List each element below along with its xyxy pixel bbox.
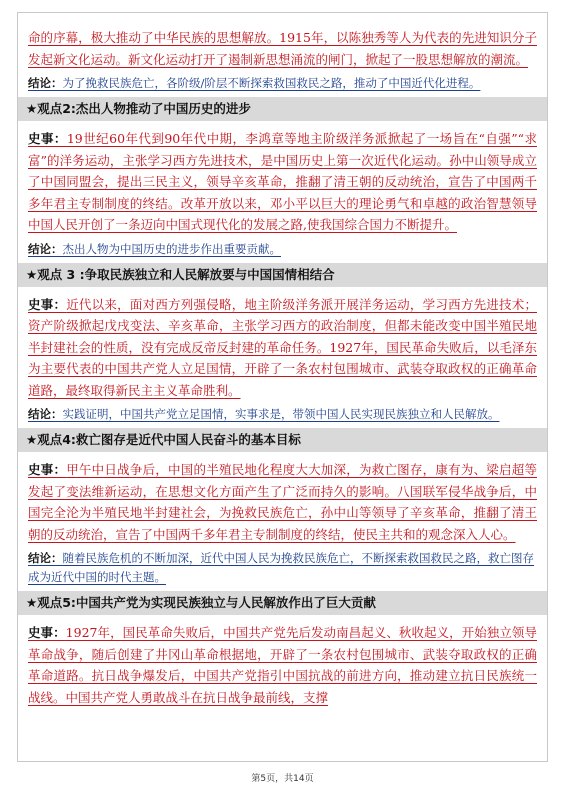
conclusion-text: 为了挽救民族危亡，各阶级/阶层不断探索救国救民之路，推动了中国近代化进程。 [62,76,481,90]
conclusion-text: 随着民族危机的不断加深，近代中国人民为挽救民族危亡，不断探索救国救民之路，救亡图存成为近代中国的时代主题。 [28,551,534,584]
intro-paragraph: 命的序幕，极大推动了中华民族的思想解放。1915年，以陈独秀等人为代表的先进知识分子发起新文化运动。新文化运动打开了遏制新思想涌流的闸门，掀起了一股思想解放的潮流。 [28,30,537,67]
heading-viewpoint-3: ★观点 3 :争取民族独立和人民解放要与中国国情相结合 [18,263,547,287]
fact-paragraph-3 [28,294,537,402]
heading-viewpoint-2: ★观点2:杰出人物推动了中国历史的进步 [18,97,547,121]
conclusion-3 [28,405,537,424]
page-number: 第5页，共14页 [251,774,314,784]
fact-text: 近代以来，面对西方列强侵略，地主阶级洋务派开展洋务运动，学习西方先进技术；资产阶级掀起戊戌变法、辛亥革命，主张学习西方的政治制度，但都未能改变中国半殖民地半封建社会的性质，没有完成反帝反封建的革命任务。1927年，国民革命失败后，以毛泽东为主要代表的中国共产党人立足国情，开辟了一条农村包围城市、武装夺取政权的正确革命道路，最终取得新民主主义革命胜利。 [28,296,537,398]
fact-paragraph-5 [28,622,537,708]
conclusion-label: 结论： [28,241,63,256]
document-page [17,12,548,762]
fact-paragraph-2 [28,128,537,236]
fact-label: 史事： [28,625,66,640]
fact-paragraph-4 [28,459,537,545]
fact-text: 19世纪60年代到90年代中期，李鸿章等地主阶级洋务派掀起了一场旨在“自强”“求富”的洋务运动，主张学习西方先进技术，是中国历史上第一次近代化运动。孙中山领导成立了中国同盟会，提出三民主义，领导辛亥革命，推翻了清王朝的反动统治，宣告了中国两千多年君主专制制度的终结。改革开放以来，邓小平以巨大的理论勇气和卓越的政治智慧领导中国人民开创了一条迈向中国式现代化的发展之路,使我国综合国力不断提升。 [28,131,537,232]
fact-label: 史事： [28,131,67,146]
conclusion-4 [28,549,537,587]
heading-viewpoint-4: ★观点4:救亡图存是近代中国人民奋斗的基本目标 [18,428,547,452]
conclusion-text: 实践证明，中国共产党立足国情，实事求是，带领中国人民实现民族独立和人民解放。 [62,407,500,421]
conclusion-label: 结论： [28,551,63,565]
conclusion-label: 结论： [28,407,63,421]
fact-text: 甲午中日战争后，中国的半殖民地化程度大大加深，为救亡图存，康有为、梁启超等发起了变法维新运动，在思想文化方面产生了广泛而持久的影响。八国联军侵华战争后，中国完全沦为半殖民地半封建社会，为挽救民族危亡，孙中山等领导了辛亥革命，推翻了清王朝的反动统治，宣告了中国两千多年君主专制制度的终结，使民主共和的观念深入人心。 [28,462,537,542]
fact-label: 史事： [28,462,67,477]
heading-viewpoint-5: ★观点5:中国共产党为实现民族独立与人民解放作出了巨大贡献 [18,591,547,615]
fact-label: 史事： [28,296,67,312]
conclusion-2 [28,240,537,259]
conclusion-1 [28,74,537,93]
conclusion-text: 杰出人物为中国历史的进步作出重要贡献。 [62,241,281,256]
conclusion-label: 结论： [28,76,63,90]
fact-text: 1927年，国民革命失败后，中国共产党先后发动南昌起义、秋收起义，开始独立领导革命战争，随后创建了井冈山革命根据地，开辟了一条农村包围城市、武装夺取政权的正确革命道路。抗日战争爆发后，中国共产党指引中国抗战的前进方向，推动建立抗日民族统一战线。中国共产党人勇敢战斗在抗日战争最前线，支撑 [28,625,537,705]
